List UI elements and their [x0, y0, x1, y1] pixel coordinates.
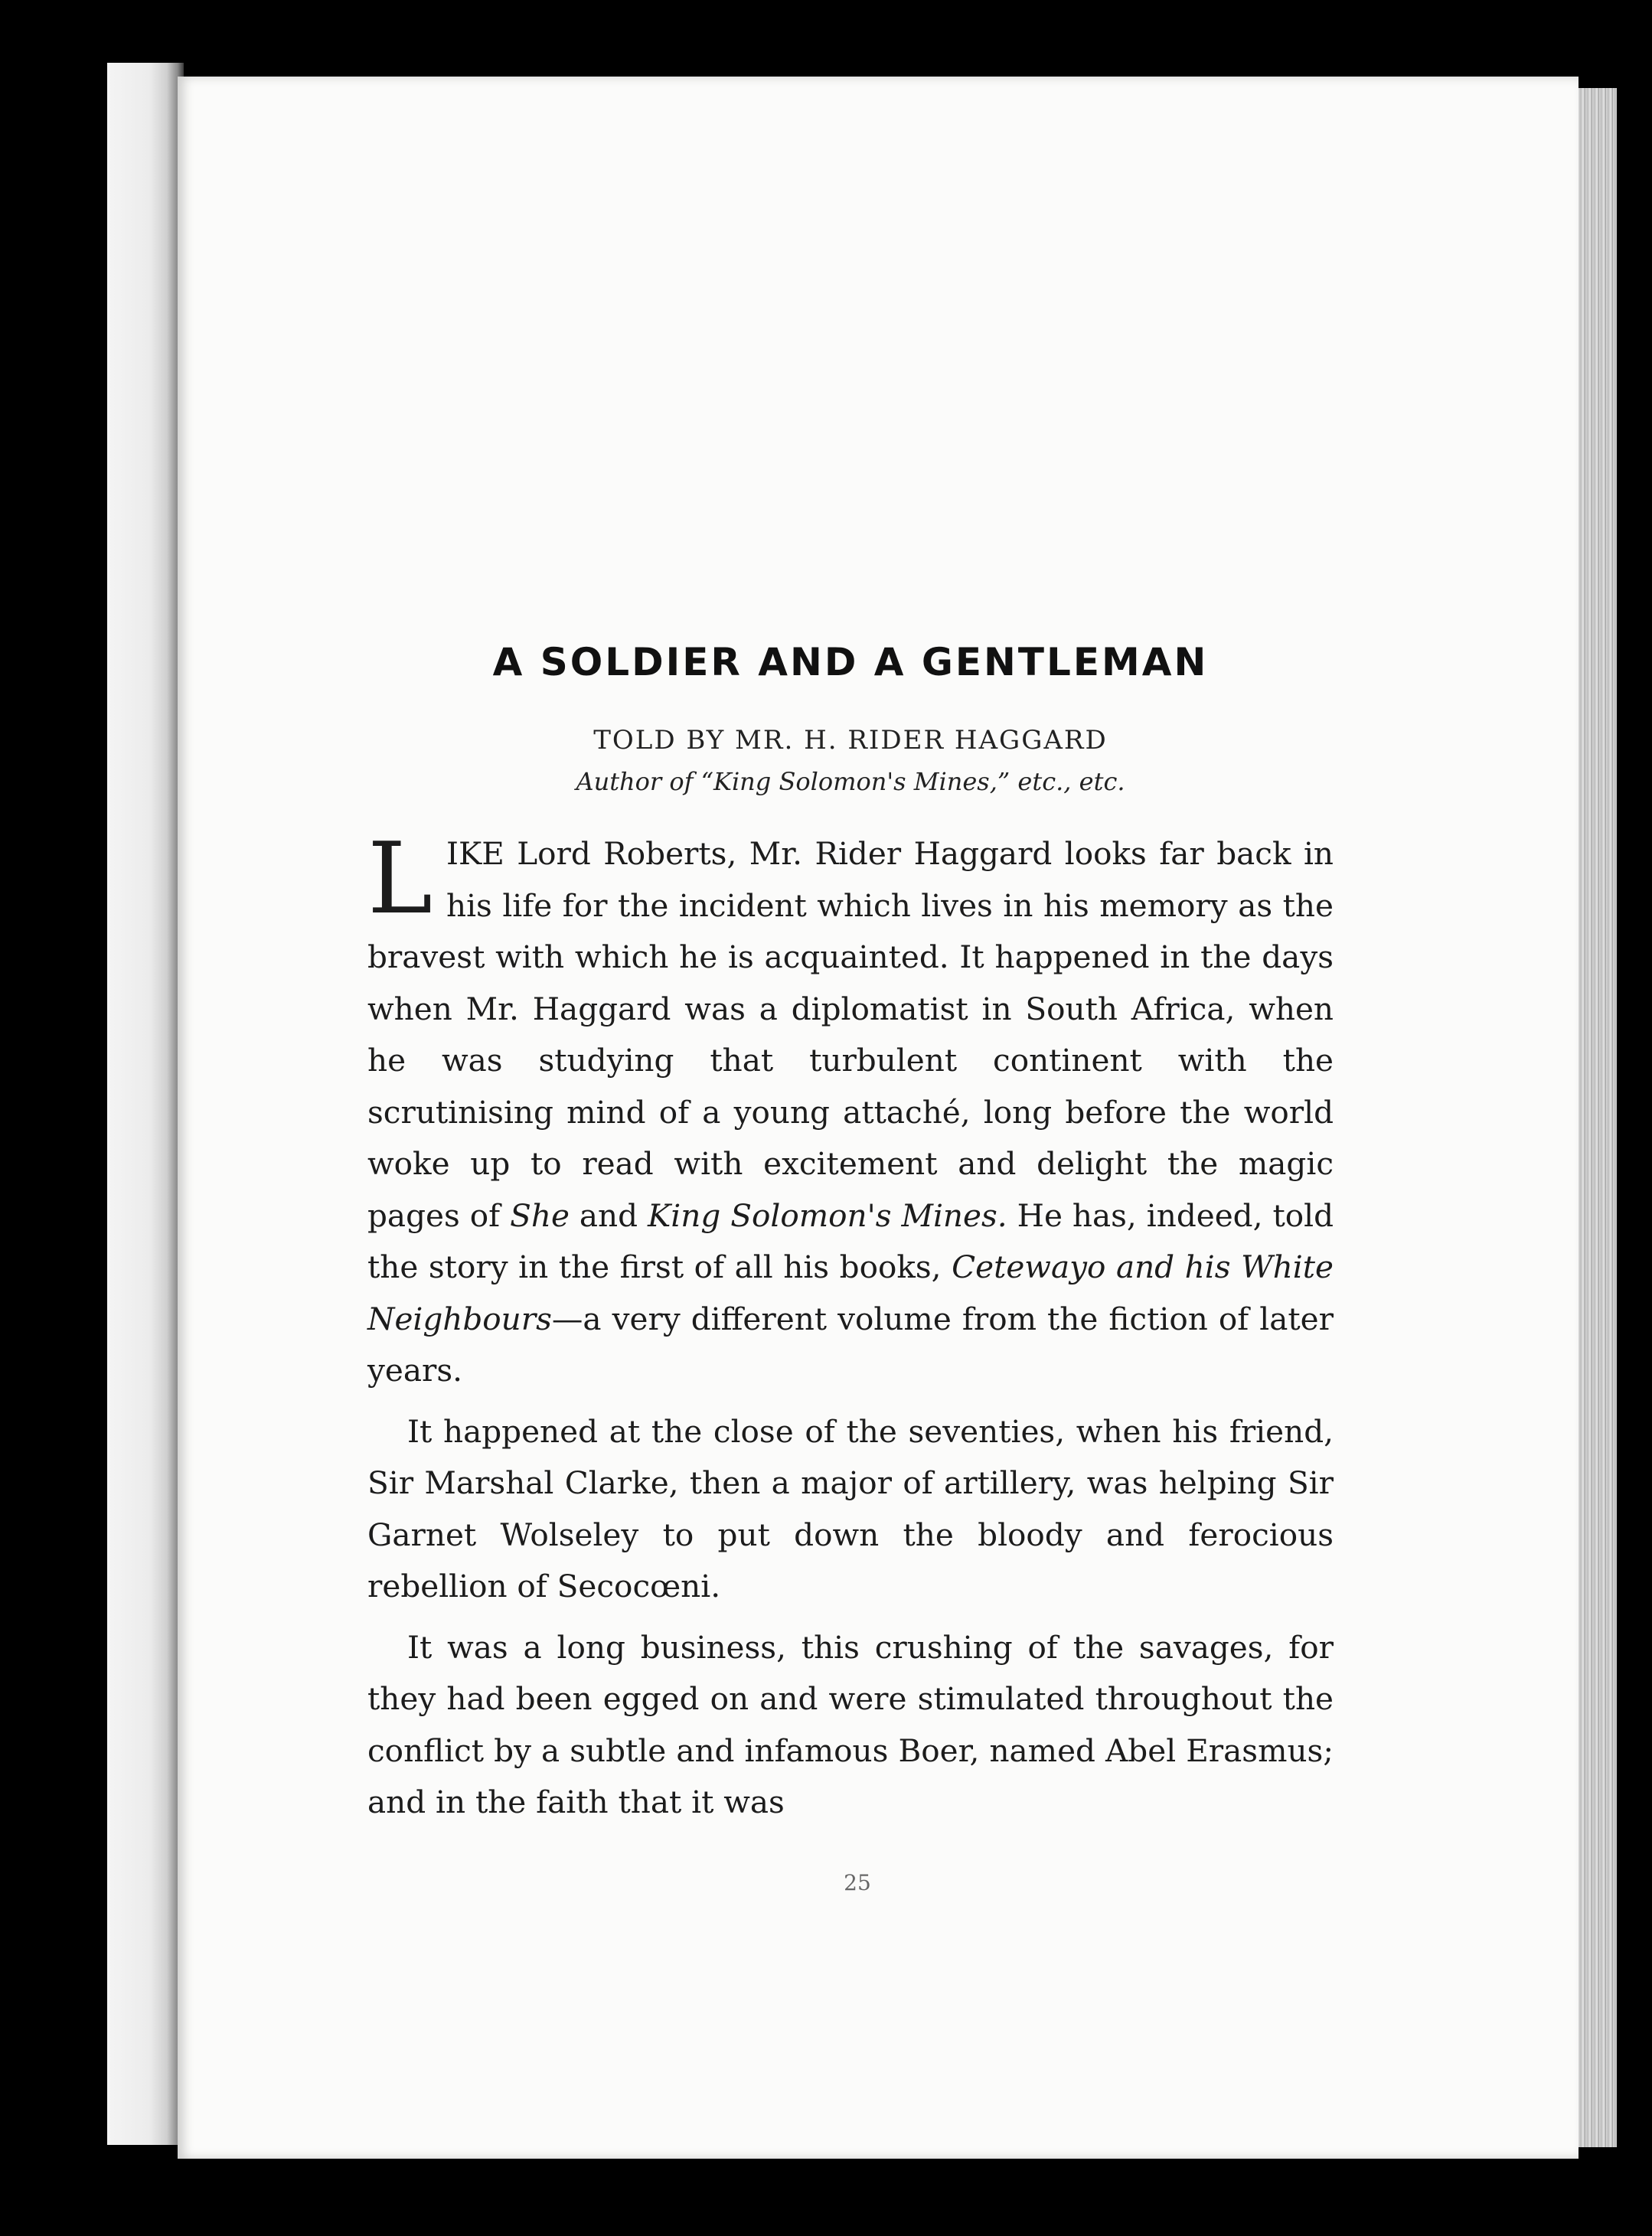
paragraph-1-text-3: He has, indeed, told the story in the first of all his books,	[367, 1196, 1334, 1285]
italic-title-king-solomons-mines: King Solomon's Mines.	[648, 1196, 1007, 1234]
credit-prefix: Author of	[576, 767, 694, 796]
chapter-title: A SOLDIER AND A GENTLEMAN	[492, 640, 1209, 684]
paragraph-1-text-4: —a very different volume from the fiction of later years.	[367, 1300, 1334, 1389]
paragraph-1-text-2: and	[569, 1196, 648, 1234]
drop-cap: L	[367, 822, 433, 936]
byline: TOLD BY MR. H. RIDER HAGGARD	[593, 725, 1108, 756]
credit-work: “King Solomon's Mines,” etc., etc.	[700, 767, 1125, 796]
paragraph-1	[367, 822, 1334, 1397]
left-page-edge	[107, 63, 184, 2145]
page-content	[367, 635, 1334, 1829]
italic-title-she: She	[510, 1196, 570, 1234]
author-credit	[367, 764, 1334, 799]
paragraph-1-text-1: IKE Lord Roberts, Mr. Rider Haggard looks far back in his life for the incident which lives in his memory as the bravest with which he is acquainted. It happened in the days when Mr. Haggard was a diplomatist in South Africa, when he was studying that turbulent continent with the scrutinising mind of a young attaché, long before the world woke up to read with excitement and delight the magic pages of	[367, 835, 1334, 1234]
italic-title-cetewayo: Cetewayo and his White Neighbours	[367, 1249, 1334, 1337]
right-page-edges	[1579, 88, 1617, 2147]
page-number: 25	[844, 1870, 871, 1895]
paragraph-2: It happened at the close of the seventies, when his friend, Sir Marshal Clarke, then a major of artillery, was helping Sir Garnet Wolseley to put down the bloody and ferocious rebellion of Secocœni.	[367, 1412, 1334, 1604]
paragraph-3: It was a long business, this crushing of the savages, for they had been egged on and were stimulated throughout the conflict by a subtle and infamous Boer, named Abel Erasmus; and in the faith that it was	[367, 1628, 1334, 1820]
